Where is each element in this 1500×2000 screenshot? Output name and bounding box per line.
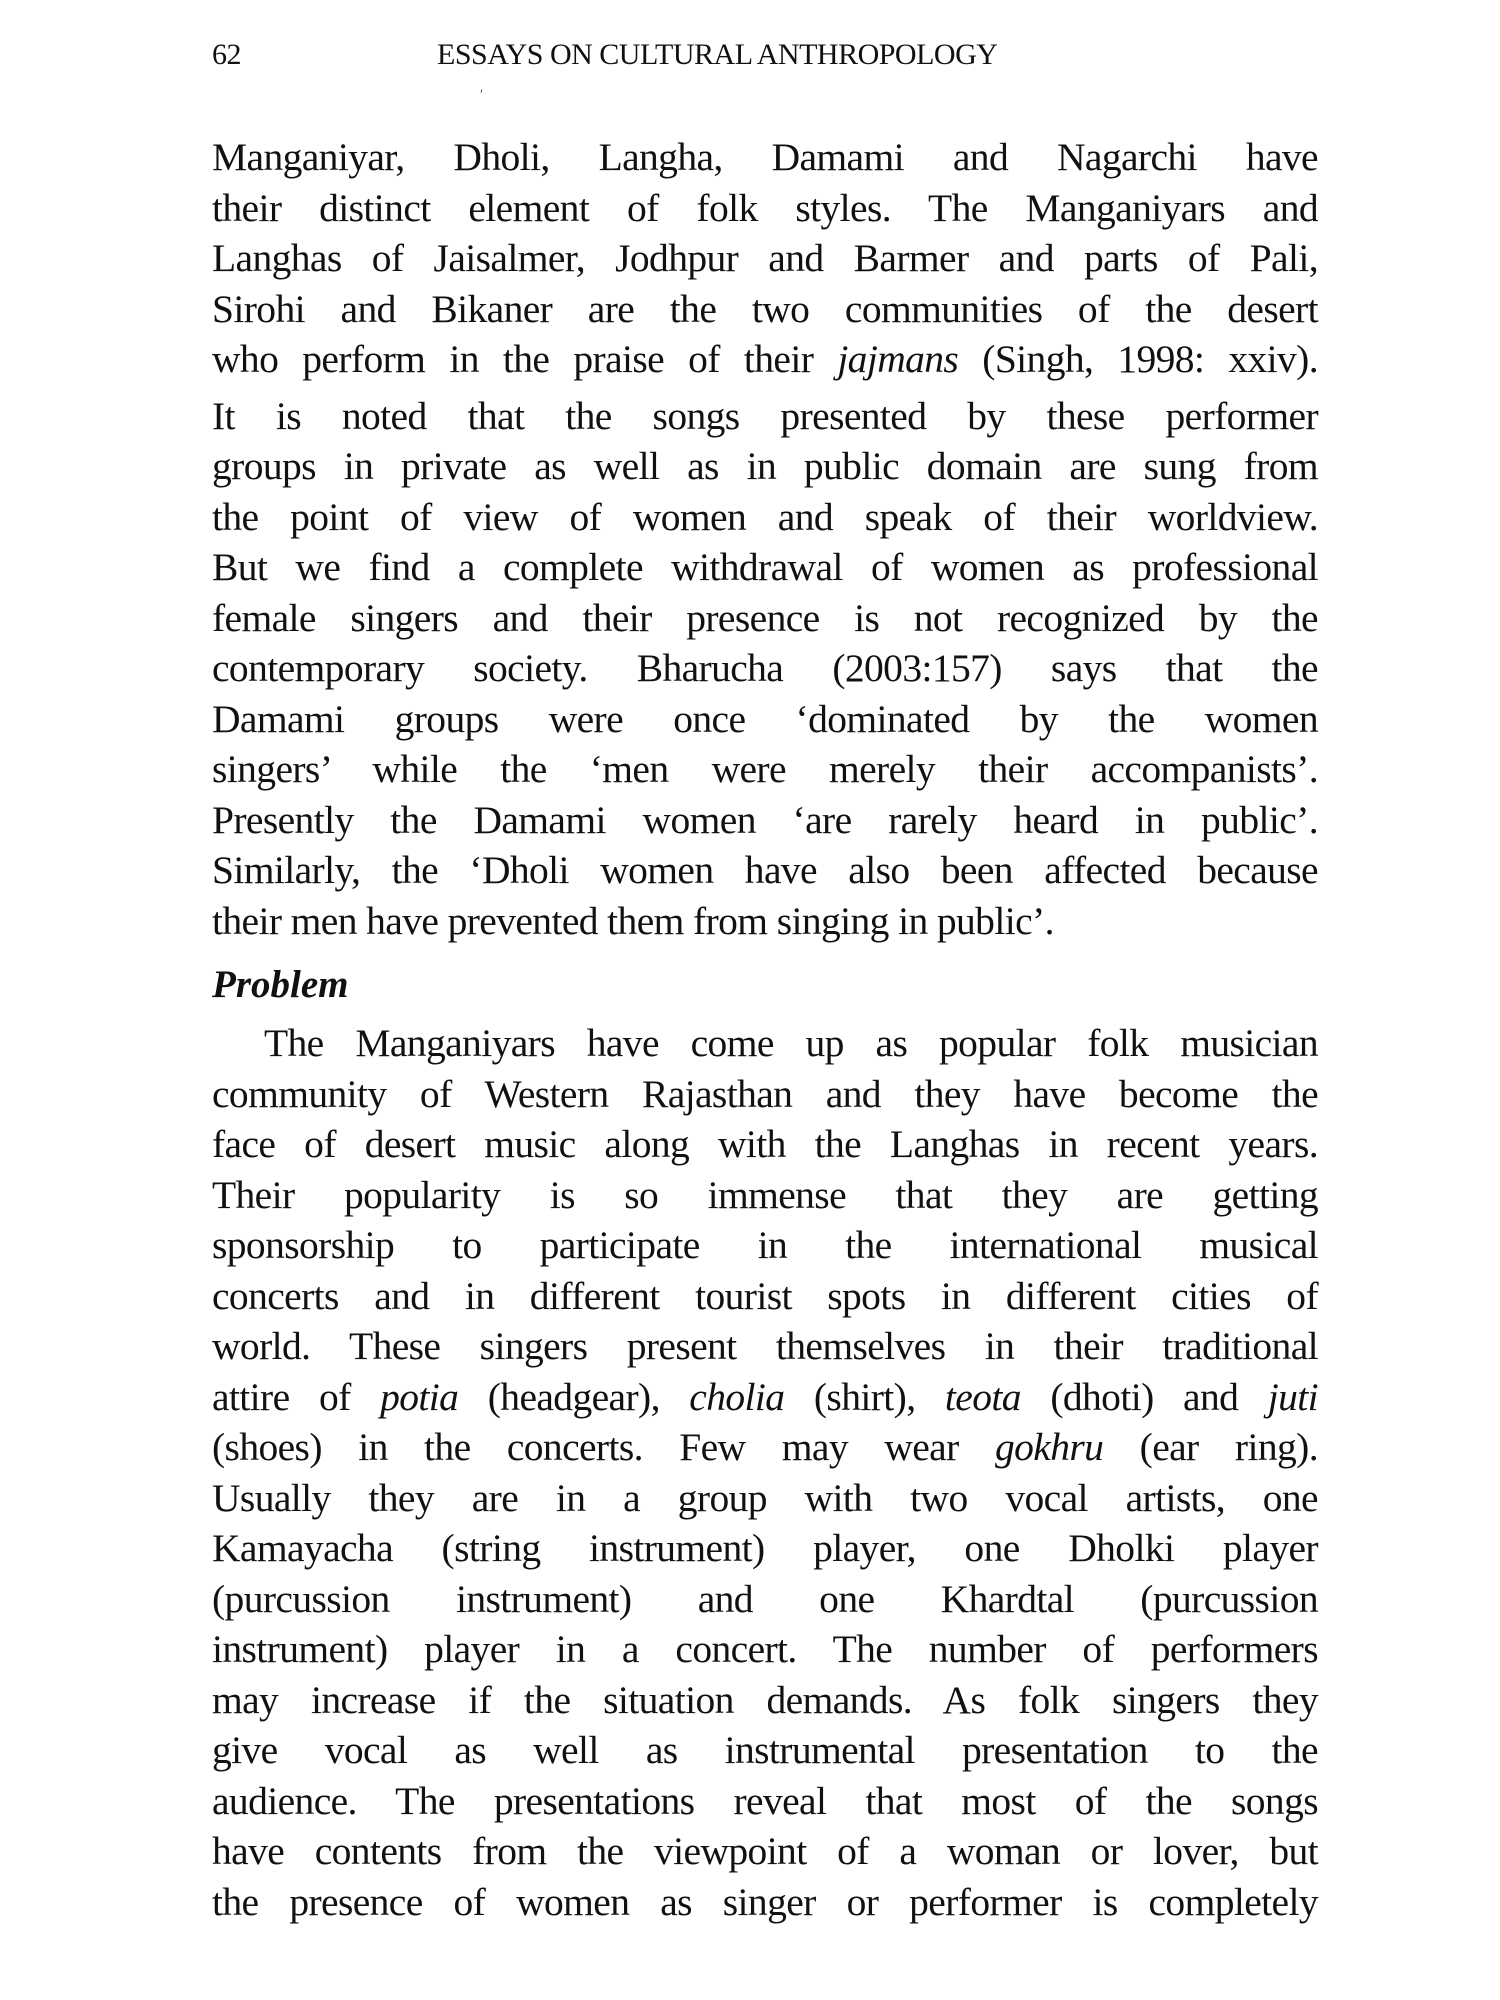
section-paragraph [212, 1018, 1318, 1927]
text-line: contemporary society. Bharucha (2003:157) says that the [212, 646, 1318, 690]
text-line: Sirohi and Bikaner are the two communities of the desert [212, 286, 1318, 331]
italic-term: jajmans [837, 337, 959, 381]
text-line: audience. The presentations reveal that most of the songs [212, 1778, 1318, 1823]
text-line: attire of potia (headgear), cholia (shirt), teota (dhoti) and juti [212, 1374, 1318, 1419]
page-body [212, 132, 1318, 1927]
running-title: ESSAYS ON CULTURAL ANTHROPOLOGY [437, 38, 998, 71]
italic-term: potia [380, 1374, 459, 1419]
text-line: Similarly, the ‘Dholi women have also been affected because [212, 848, 1318, 892]
text-line: Langhas of Jaisalmer, Jodhpur and Barmer and parts of Pali, [212, 236, 1318, 280]
text-line: the point of view of women and speak of their worldview. [212, 494, 1318, 539]
text-line: their men have prevented them from singing in public’. [212, 898, 1054, 943]
paragraph-2 [212, 391, 1318, 947]
text-line: female singers and their presence is not recognized by the [212, 595, 1318, 640]
text-line: their distinct element of folk styles. The Manganiyars and [212, 185, 1318, 230]
paragraph-1 [212, 132, 1318, 385]
text-line: But we find a complete withdrawal of women as professional [212, 545, 1318, 589]
text-line: groups in private as well as in public domain are sung from [212, 444, 1318, 488]
text-line: singers’ while the ‘men were merely their accompanists’. [212, 747, 1318, 791]
text-line: the presence of women as singer or performer is completely [212, 1879, 1318, 1924]
italic-term: juti [1267, 1374, 1318, 1419]
text-line: Their popularity is so immense that they are getting [212, 1172, 1318, 1217]
text-line: Usually they are in a group with two vocal artists, one [212, 1475, 1318, 1520]
text-line: It is noted that the songs presented by these performer [212, 393, 1318, 438]
text-line: Presently the Damami women ‘are rarely heard in public’. [212, 797, 1318, 842]
text-line: sponsorship to participate in the international musical [212, 1223, 1318, 1267]
text-line: community of Western Rajasthan and they have become the [212, 1071, 1318, 1116]
text-line: Manganiyar, Dholi, Langha, Damami and Nagarchi have [212, 135, 1318, 179]
text-line: world. These singers present themselves in their traditional [212, 1324, 1318, 1368]
italic-term: teota [944, 1374, 1021, 1419]
page-number: 62 [212, 38, 241, 71]
text-line: Kamayacha (string instrument) player, one Dholki player [212, 1526, 1318, 1570]
text-line: have contents from the viewpoint of a woman or lover, but [212, 1829, 1318, 1873]
italic-term: gokhru [995, 1425, 1104, 1469]
text-line: concerts and in different tourist spots in different cities of [212, 1273, 1318, 1318]
section-heading: Problem [212, 963, 349, 1006]
text-line: who perform in the praise of their jajmans (Singh, 1998: xxiv). [212, 337, 1318, 381]
text-line: may increase if the situation demands. As folk singers they [212, 1677, 1318, 1722]
text-line: (purcussion instrument) and one Khardtal (purcussion [212, 1576, 1318, 1621]
text-line: Damami groups were once ‘dominated by the women [212, 696, 1318, 741]
text-line: face of desert music along with the Langhas in recent years. [212, 1122, 1318, 1166]
scan-artifact: ʹ [480, 88, 484, 103]
text-line: instrument) player in a concert. The number of performers [212, 1627, 1318, 1671]
text-line: give vocal as well as instrumental presentation to the [212, 1728, 1318, 1772]
text-line: The Manganiyars have come up as popular folk musician [264, 1021, 1318, 1065]
text-line: (shoes) in the concerts. Few may wear gokhru (ear ring). [212, 1425, 1318, 1469]
running-header [212, 30, 1318, 80]
italic-term: cholia [689, 1374, 785, 1419]
